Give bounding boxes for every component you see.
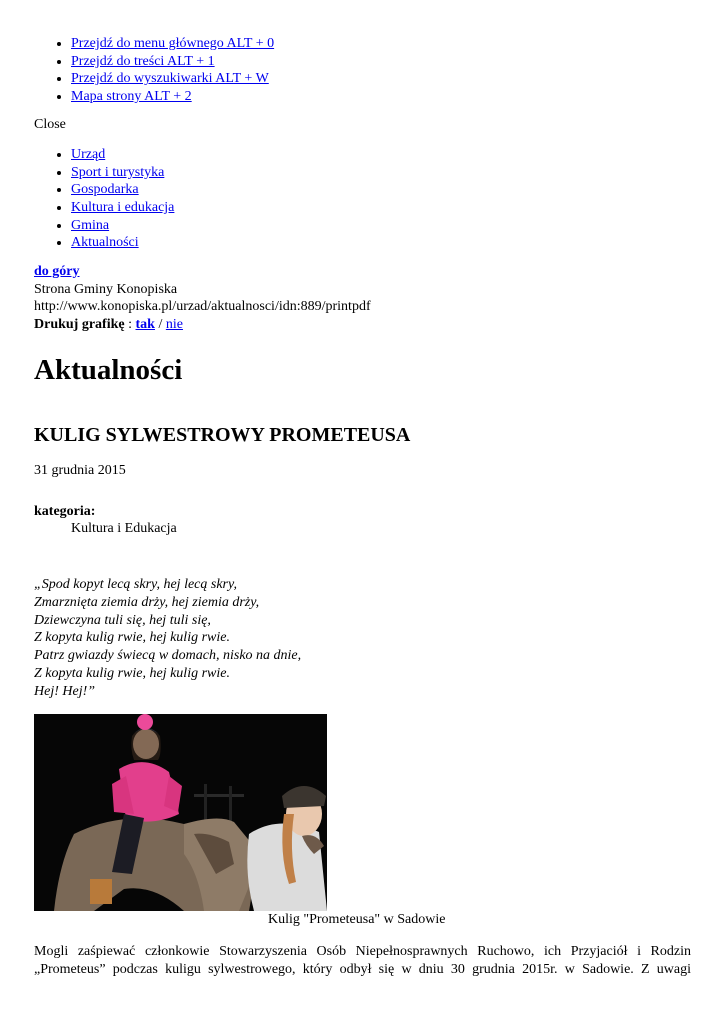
- photo-caption: Kulig "Prometeusa" w Sadowie: [268, 912, 446, 927]
- menu-link-kultura[interactable]: Kultura i edukacja: [71, 200, 175, 216]
- print-graphics-row: [34, 316, 183, 334]
- photo-illustration: [34, 714, 327, 911]
- print-separator: :: [124, 317, 136, 332]
- poem-line: Dziewczyna tuli się, hej tuli się,: [34, 612, 211, 628]
- body-line: Mogli zaśpiewać członkowie Stowarzyszenia Osób Niepełnosprawnych Ruchowo, ich Przyjaciół i Rodzin: [34, 944, 691, 959]
- menu-item: [71, 146, 174, 164]
- poem-line: „Spod kopyt lecą skry, hej lecą skry,: [34, 577, 237, 592]
- poem-line: Z kopyta kulig rwie, hej kulig rwie.: [34, 665, 230, 681]
- site-name: Strona Gminy Konopiska: [34, 282, 178, 297]
- poem-line: Zmarznięta ziemia drży, hej ziemia drży,: [34, 594, 260, 610]
- main-menu: [34, 146, 174, 252]
- article-title: KULIG SYLWESTROWY PROMETEUSA: [34, 424, 411, 446]
- back-to-top-link[interactable]: do góry: [34, 264, 80, 279]
- skip-link-item: [71, 70, 274, 88]
- menu-item: [71, 181, 174, 199]
- page-url: http://www.konopiska.pl/urzad/aktualnosci/idn:889/printpdf: [34, 299, 371, 314]
- poem-line: Patrz gwiazdy świecą w domach, nisko na dnie,: [34, 648, 302, 664]
- article-date: 31 grudnia 2015: [34, 463, 126, 478]
- menu-item: [71, 164, 174, 182]
- article-photo: [34, 714, 327, 911]
- top-link-row: [34, 263, 80, 281]
- body-line: „Prometeus” podczas kuligu sylwestrowego, który odbył się w dniu 30 grudnia 2015r. w Sadowie. Z uwagi: [34, 962, 691, 977]
- poem-line: Z kopyta kulig rwie, hej kulig rwie.: [34, 630, 230, 646]
- print-no-link[interactable]: nie: [165, 317, 183, 332]
- category-value: Kultura i Edukacja: [71, 521, 177, 536]
- menu-link-aktualnosci[interactable]: Aktualności: [71, 235, 139, 251]
- menu-link-gmina[interactable]: Gmina: [71, 217, 110, 233]
- skip-links: [34, 35, 274, 106]
- poem: [34, 576, 301, 701]
- skip-to-search-link[interactable]: Przejdź do wyszukiwarki ALT + W: [71, 71, 269, 87]
- print-graphics-label: Drukuj grafikę: [34, 317, 125, 332]
- menu-item: [71, 199, 174, 217]
- skip-link-item: [71, 88, 274, 106]
- menu-item: [71, 217, 174, 235]
- article-body: [34, 943, 691, 979]
- poem-line: Hej! Hej!”: [34, 683, 96, 699]
- skip-to-content-link[interactable]: Przejdź do treści ALT + 1: [71, 53, 215, 69]
- close-button[interactable]: Close: [34, 117, 66, 132]
- skip-to-menu-link[interactable]: Przejdź do menu głównego ALT + 0: [71, 36, 275, 51]
- menu-link-gospodarka[interactable]: Gospodarka: [71, 182, 139, 198]
- section-title: Aktualności: [34, 354, 183, 386]
- menu-link-urzad[interactable]: Urząd: [71, 147, 106, 162]
- skip-link-item: [71, 53, 274, 71]
- menu-item: [71, 234, 174, 252]
- sitemap-link[interactable]: Mapa strony ALT + 2: [71, 89, 192, 105]
- print-slash: /: [154, 317, 166, 332]
- skip-link-item: [71, 35, 274, 53]
- print-yes-link[interactable]: tak: [135, 317, 155, 332]
- category-label: kategoria:: [34, 504, 96, 519]
- menu-link-sport[interactable]: Sport i turystyka: [71, 164, 165, 180]
